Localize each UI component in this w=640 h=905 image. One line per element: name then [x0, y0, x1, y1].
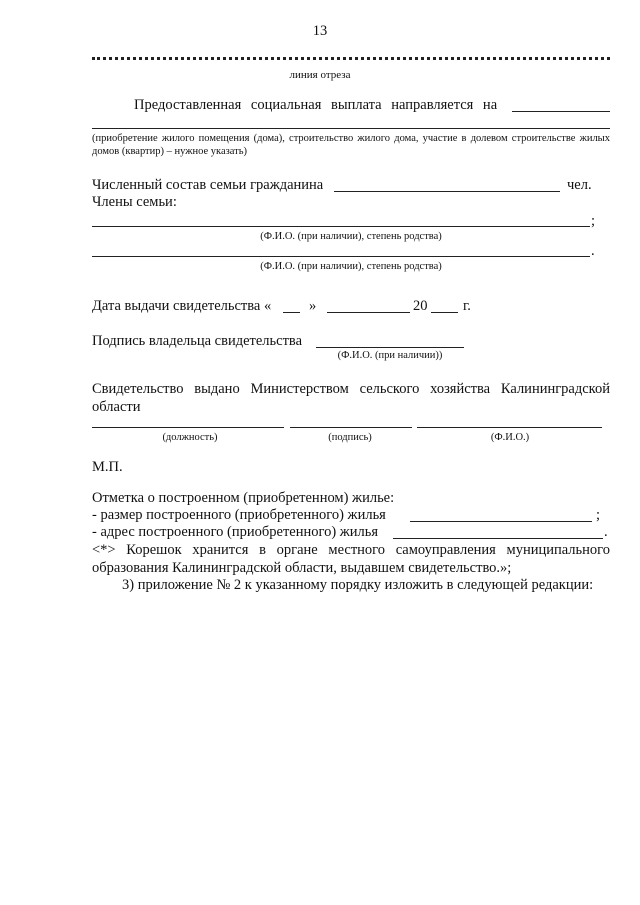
issued-by-position-caption: (должность) [162, 432, 218, 443]
housing-mark-heading: Отметка о построенном (приобретенном) жилье: [92, 490, 395, 506]
family-size-unit: чел. [567, 177, 592, 193]
issue-date-year-line [431, 312, 458, 313]
issue-date-month-line [327, 312, 410, 313]
issue-date-year-suffix: г. [463, 298, 471, 314]
footnote-text: <*> Корешок хранится в органе местного самоуправления муниципального образования Калининградской области, выдавшем свидетельство.»; [92, 542, 610, 576]
housing-size-end: ; [596, 507, 601, 523]
stamp-placeholder: М.П. [92, 459, 123, 475]
cut-line-separator [92, 57, 610, 60]
issue-date-century: 20 [413, 298, 428, 314]
issued-by-name-caption: (Ф.И.О.) [490, 432, 530, 443]
housing-address-label: - адрес построенного (приобретенного) жилья [92, 524, 379, 540]
owner-signature-label: Подпись владельца свидетельства [92, 333, 303, 349]
family-member-caption-1: (Ф.И.О. (при наличии), степень родства) [260, 231, 442, 242]
family-member-caption-2: (Ф.И.О. (при наличии), степень родства) [260, 261, 442, 272]
family-member-end-2: . [591, 243, 595, 259]
payment-direction-text: Предоставленная социальная выплата направляется на [134, 97, 498, 113]
issue-date-label: Дата выдачи свидетельства « [92, 298, 272, 314]
amendment-text: 3) приложение № 2 к указанному порядку изложить в следующей редакции: [122, 577, 594, 593]
family-members-label: Члены семьи: [92, 194, 177, 210]
owner-signature-line [316, 347, 464, 348]
housing-size-line [410, 521, 592, 522]
payment-direction-full-line [92, 128, 610, 129]
housing-size-label: - размер построенного (приобретенного) жилья [92, 507, 386, 523]
housing-address-line [393, 538, 603, 539]
issue-date-close-quote: » [309, 298, 317, 314]
issued-by-text: Свидетельство выдано Министерством сельского хозяйства Калининградской области [92, 381, 610, 415]
family-size-label: Численный состав семьи гражданина [92, 177, 324, 193]
page-number: 13 [312, 23, 328, 39]
family-member-end-1: ; [591, 213, 596, 229]
cut-line-label: линия отреза [289, 69, 351, 81]
payment-direction-note: (приобретение жилого помещения (дома), строительство жилого дома, участие в долевом строительстве жилых домов (квартир) – нужное указать) [92, 133, 610, 157]
family-member-line-1 [92, 226, 590, 227]
issued-by-name-line [417, 427, 602, 428]
issued-by-position-line [92, 427, 284, 428]
housing-address-end: . [604, 524, 608, 540]
family-member-line-2 [92, 256, 590, 257]
issue-date-day-line [283, 312, 300, 313]
payment-direction-line [512, 111, 610, 112]
issued-by-signature-caption: (подпись) [328, 432, 372, 443]
family-size-line [334, 191, 560, 192]
issued-by-signature-line [290, 427, 412, 428]
owner-signature-caption: (Ф.И.О. (при наличии)) [337, 350, 443, 361]
